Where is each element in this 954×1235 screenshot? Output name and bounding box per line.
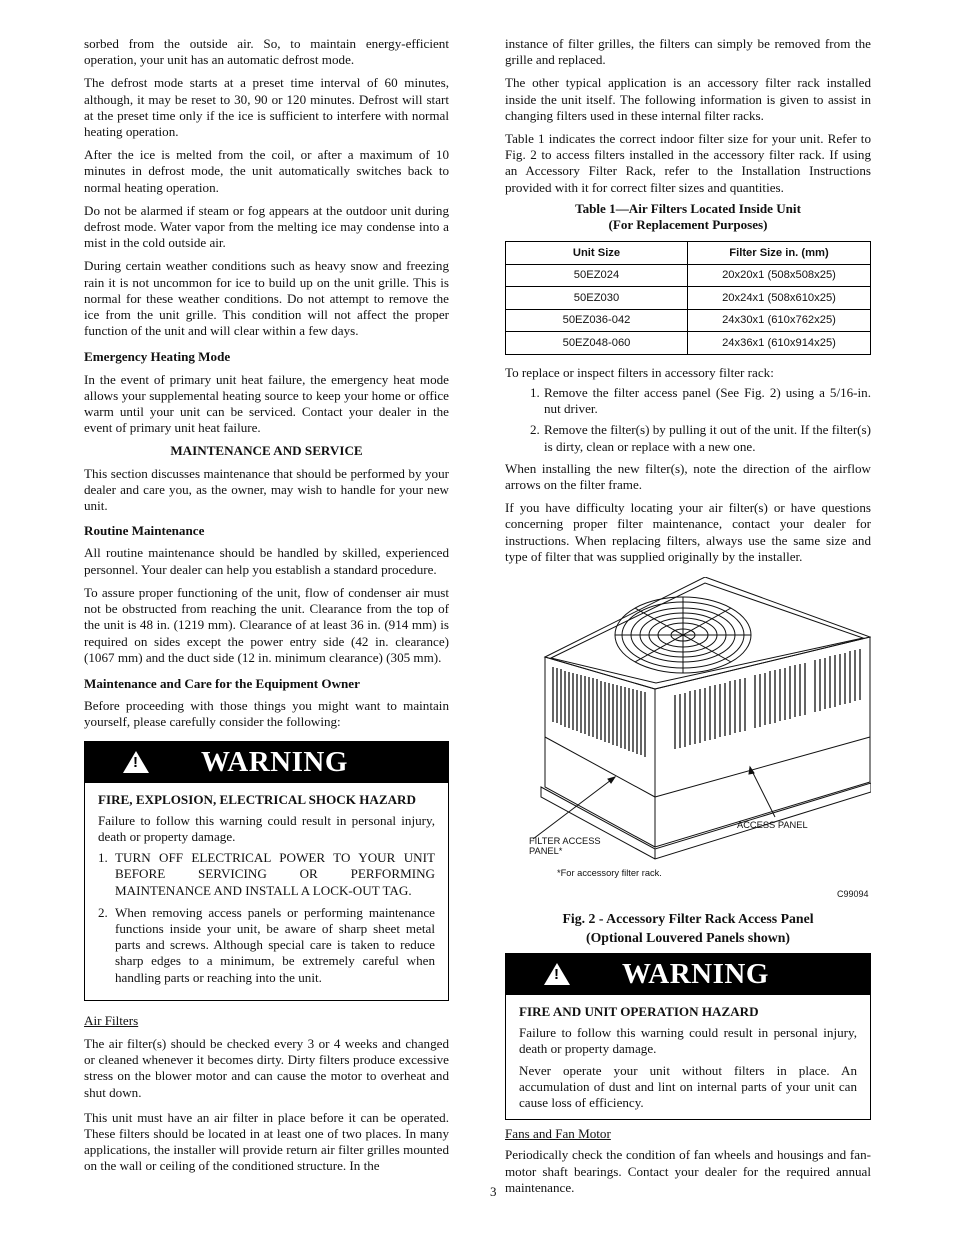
table-cell: 24x30x1 (610x762x25) [688,309,871,332]
figure-unit-drawing [505,577,871,907]
paragraph: When installing the new filter(s), note the direction of the airflow arrows on the filter frame. [505,460,871,492]
paragraph: After the ice is melted from the coil, or after a maximum of 10 minutes in defrost mode, the unit automatically switches back to normal heating operation. [84,147,449,195]
left-column [84,36,449,1182]
section-heading-maintenance: MAINTENANCE AND SERVICE [170,443,363,459]
filter-size-table [505,241,871,355]
warning-title: WARNING [622,958,769,991]
paragraph: Do not be alarmed if steam or fog appears at the outdoor unit during defrost mode. Water vapor from the melting ice may condense into a mist in the cold outside air. [84,202,449,251]
column-header: Filter Size in. (mm) [688,242,871,265]
section-heading-emergency: Emergency Heating Mode [84,349,231,365]
figure-code: C99094 [837,888,869,899]
list-item: 1. Remove the filter access panel (See Fig. 2) using a 5/16-in. nut driver. [530,384,871,417]
warning-text: Never operate your unit without filters in place. An accumulation of dust and lint on internal parts of your unit can cause loss of efficiency. [519,1062,857,1110]
list-item: 2. Remove the filter(s) by pulling it out of the unit. If the filter(s) is dirty, clean or replace with a new one. [530,422,871,454]
paragraph: To assure proper functioning of the unit, flow of condenser air must not be obstructed from reaching the unit. Clearance from the top of the unit is 48 in. (1219 mm). Clearance of at least 36 in. (914 mm) is required on sides except the power entry side (42 in. clearance) (1067 mm) and the duct side (12 in. minimum clearance) (305 mm). [84,584,449,665]
paragraph: sorbed from the outside air. So, to maintain energy-efficient operation, your unit has an automatic defrost mode. [84,36,449,68]
table-title: Table 1—Air Filters Located Inside Unit (For Replacement Purposes) [575,200,801,233]
paragraph: All routine maintenance should be handled by skilled, experienced personnel. Your dealer can help you establish a standard procedure. [84,545,449,577]
warning-text: Failure to follow this warning could result in personal injury, death or property damage. [519,1025,857,1057]
list-item: 2. When removing access panels or performing maintenance functions inside your unit, be aware of sharp sheet metal parts and screws. Although special care is taken to reduce sharp edges to a minimum, be extremely careful when handling parts or reaching into the unit. [98,904,435,985]
page-number: 3 [490,1184,497,1199]
table-header-row [506,242,871,265]
paragraph: The defrost mode starts at a preset time interval of 60 minutes, although, it may be reset to 30, 90 or 120 minutes. Defrost will start at the preset time only if the ice is sufficient to interfere with normal heating operation. [84,75,449,140]
right-column [505,36,871,1203]
paragraph: In the event of primary unit heat failure, the emergency heat mode allows your supplemental heating source to keep your home or office warm until your unit can be serviced. Contact your dealer in the event of primary unit heat failure. [84,371,449,436]
paragraph: This unit must have an air filter in place before it can be operated. These filters should be located in at least one of two places. In many applications, the installer will provide return air filter grilles mounted on the wall or ceiling of the conditioned structure. In the [84,1109,449,1174]
section-heading-air-filters: Air Filters [84,1012,139,1028]
warning-text: Failure to follow this warning could result in personal injury, death or property damage. [98,812,435,844]
warning-banner [506,954,870,995]
warning-box-filters [505,953,871,1120]
figure-label-access-panel: ACCESS PANEL [737,819,808,830]
table-cell: 50EZ024 [506,264,688,287]
section-heading-routine: Routine Maintenance [84,523,205,539]
paragraph: If you have difficulty locating your air filter(s) or have questions concerning proper filter maintenance, contact your dealer for instructions. When replacing filters, always use the same size and type of filter that was supplied originally by the installer. [505,500,871,564]
paragraph: instance of filter grilles, the filters can simply be removed from the grille and replaced. [505,36,871,68]
section-heading-owner: Maintenance and Care for the Equipment Owner [84,675,360,691]
warning-triangle-icon: ! [544,963,570,985]
figure-caption: Fig. 2 - Accessory Filter Rack Access Panel (Optional Louvered Panels shown) [562,910,814,945]
list-item: 1. TURN OFF ELECTRICAL POWER TO YOUR UNIT BEFORE SERVICING OR PERFORMING MAINTENANCE AND INSTALL A LOCK-OUT TAG. [98,850,435,898]
table-cell: 20x24x1 (508x610x25) [688,287,871,310]
unit-illustration [505,577,871,907]
table-cell: 24x36x1 (610x914x25) [688,332,871,355]
paragraph: The air filter(s) should be checked every 3 or 4 weeks and changed or cleaned whenever it becomes dirty. Dirty filters produce excessive stress on the blower motor and can cause the motor to overheat and shut down. [84,1035,449,1100]
paragraph: Table 1 indicates the correct indoor filter size for your unit. Refer to Fig. 2 to access filters installed in the accessory filter rack. If using an Accessory Filter Rack, refer to the Installation Instructions provided with it for correct filter sizes and quantities. [505,131,871,195]
table-cell: 50EZ048-060 [506,332,688,355]
table-row [506,332,871,355]
figure-label-filter-panel: FILTER ACCESS PANEL* [529,835,601,856]
paragraph: The other typical application is an accessory filter rack installed inside the unit itself. The following information is given to assist in changing filters used in these internal filter racks. [505,75,871,123]
hazard-title: FIRE, EXPLOSION, ELECTRICAL SHOCK HAZARD [98,791,416,807]
warning-triangle-icon: ! [123,751,149,773]
paragraph: Periodically check the condition of fan wheels and housings and fan-motor shaft bearings. Contact your dealer for the required annual maintenance. [505,1147,871,1195]
warning-title: WARNING [201,745,348,778]
paragraph: To replace or inspect filters in accessory filter rack: [505,364,774,380]
paragraph: Before proceeding with those things you might want to maintain yourself, please carefully consider the following: [84,698,449,730]
warning-list [98,850,435,986]
warning-body [506,995,870,1119]
warning-box-electrical [84,741,449,1001]
warning-body [85,783,448,1000]
hazard-title: FIRE AND UNIT OPERATION HAZARD [519,1003,759,1019]
table-cell: 20x20x1 (508x508x25) [688,264,871,287]
table-row [506,264,871,287]
paragraph: This section discusses maintenance that should be performed by your dealer and care you, as the owner, may wish to handle for your new unit. [84,465,449,514]
section-heading-fans: Fans and Fan Motor [505,1126,611,1142]
table-cell: 50EZ036-042 [506,309,688,332]
paragraph: During certain weather conditions such as heavy snow and freezing rain it is not uncommon for ice to build up on the unit grille. This is normal for these weather conditions. Do not attempt to remove the ice from the unit grille. This condition will not affect the proper function of the unit and will clear within a few days. [84,258,449,339]
table-row [506,309,871,332]
table-cell: 50EZ030 [506,287,688,310]
warning-banner [85,742,448,783]
figure-footnote: *For accessory filter rack. [557,867,662,878]
replace-steps [530,385,871,455]
table-row [506,287,871,310]
column-header: Unit Size [506,242,688,265]
